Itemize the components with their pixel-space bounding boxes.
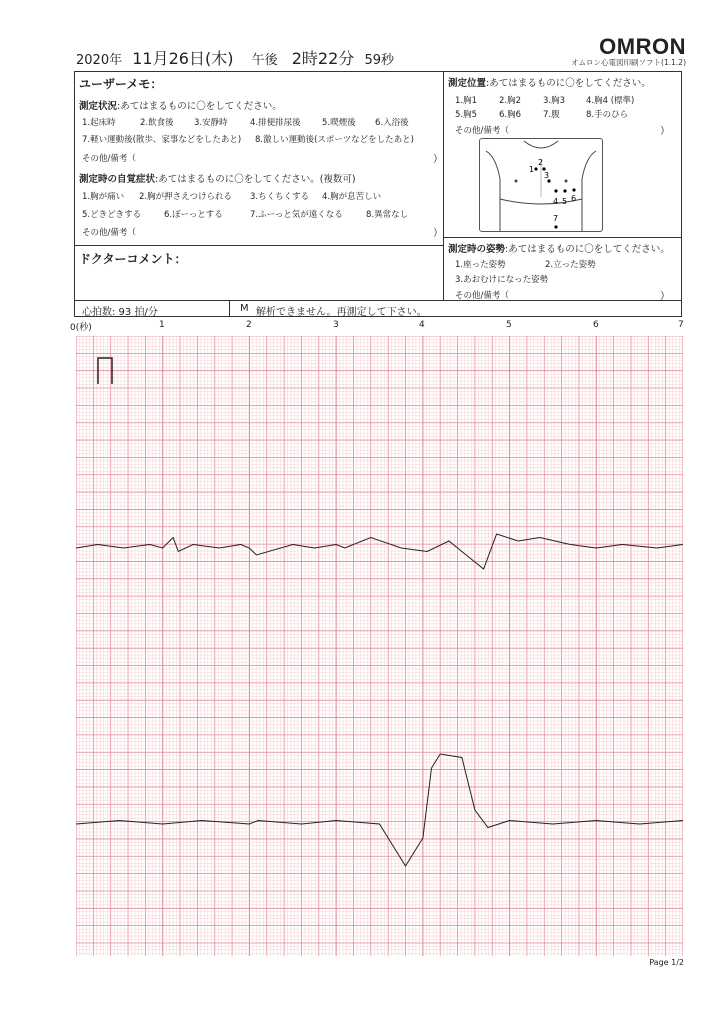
page-number: Page 1/2: [649, 958, 684, 967]
position-question-text: :あてはまるものに〇をしてください。: [486, 78, 651, 89]
status-option[interactable]: 4.排便排尿後: [250, 118, 301, 128]
ecg-chart: [76, 336, 683, 956]
position-question-label: 測定位置: [448, 78, 487, 89]
symptom-option[interactable]: 7.ふーっと気が遠くなる: [250, 210, 343, 220]
position-option[interactable]: 8.手のひら: [586, 110, 629, 120]
electrode-label-6: 6: [571, 194, 577, 203]
torso-diagram: [479, 138, 603, 232]
status-option[interactable]: 2.飲食後: [140, 118, 174, 128]
heart-rate: 心拍数: 93 拍/分: [82, 307, 158, 318]
software-name: オムロン心電図印刷ソフト(1.1.2): [571, 58, 686, 67]
time: 2時22分: [291, 49, 355, 68]
posture-question-label: 測定時の姿勢: [448, 244, 506, 255]
position-other-close: ）: [660, 126, 670, 137]
posture-question: [448, 241, 670, 255]
position-option[interactable]: 1.胸1: [455, 96, 478, 106]
symptom-option[interactable]: 5.どきどきする: [82, 210, 142, 220]
symptom-other-close: ）: [433, 228, 443, 239]
electrode-label-3: 3: [544, 171, 550, 180]
electrode-label-4: 4: [553, 197, 559, 206]
time-tick-label: 6: [593, 320, 599, 330]
result-bar-divider: [229, 301, 230, 317]
symptom-option[interactable]: 1.胸が痛い: [82, 192, 125, 202]
time-tick-label: 3: [333, 320, 339, 330]
position-question: [448, 75, 651, 89]
time-tick-label: 7: [678, 320, 684, 330]
posture-option[interactable]: 2.立った姿勢: [545, 260, 596, 270]
memo-divider-right: [443, 237, 682, 238]
doctor-comment-title: ドクターコメント：: [79, 252, 187, 266]
position-option[interactable]: 7.腹: [543, 110, 560, 120]
ampm: 午後: [251, 53, 278, 68]
posture-option[interactable]: 3.あおむけになった姿勢: [455, 275, 549, 285]
time-tick-label: 2: [246, 320, 252, 330]
symptom-option[interactable]: 4.胸が息苦しい: [322, 192, 382, 202]
symptom-question: [79, 171, 356, 185]
time-tick-label: 4: [419, 320, 425, 330]
electrode-label-7: 7: [553, 214, 559, 223]
symptom-option[interactable]: 2.胸が押さえつけられる: [139, 192, 232, 202]
year: 2020年: [76, 53, 123, 68]
time-tick-label: 5: [506, 320, 512, 330]
omron-logo: OMRON: [599, 34, 686, 59]
electrode-label-5: 5: [562, 197, 568, 206]
symptom-question-text: :あてはまるものに〇をしてください。(複数可): [155, 174, 356, 185]
status-other-label: その他/備考（: [82, 154, 136, 164]
status-option[interactable]: 3.安静時: [194, 118, 228, 128]
status-question-text: :あてはまるものに〇をしてください。: [117, 101, 282, 112]
ecg-grid: [76, 336, 683, 956]
electrode-label-2: 2: [538, 158, 544, 167]
posture-other-label: その他/備考（: [455, 291, 509, 301]
symptom-option[interactable]: 3.ちくちくする: [250, 192, 310, 202]
status-option[interactable]: 1.起床時: [82, 118, 116, 128]
time-tick-label: 0(秒): [70, 323, 92, 333]
status-question-label: 測定状況: [79, 101, 118, 112]
time-tick-label: 1: [159, 320, 165, 330]
position-option[interactable]: 5.胸5: [455, 110, 478, 120]
posture-other-close: ）: [660, 291, 670, 302]
torso-outline: [480, 139, 602, 231]
posture-question-text: :あてはまるものに〇をしてください。: [505, 244, 670, 255]
status-option[interactable]: 5.喫煙後: [322, 118, 356, 128]
status-option[interactable]: 8.激しい運動後(スポーツなどをしたあと): [255, 135, 414, 145]
position-other-label: その他/備考（: [455, 126, 509, 136]
memo-divider-left: [74, 245, 443, 246]
symptom-question-label: 測定時の自覚症状: [79, 174, 156, 185]
posture-option[interactable]: 1.座った姿勢: [455, 260, 506, 270]
symptom-option[interactable]: 8.異常なし: [366, 210, 409, 220]
status-other-close: ）: [433, 154, 443, 165]
symptom-option[interactable]: 6.ぼーっとする: [164, 210, 223, 220]
position-option[interactable]: 4.胸4 (標準): [586, 96, 635, 106]
date: 11月26日(木): [132, 49, 234, 68]
position-option[interactable]: 3.胸3: [543, 96, 566, 106]
ecg-trace-1: [76, 534, 683, 569]
status-question: [79, 98, 282, 112]
seconds: 59秒: [364, 53, 394, 68]
status-option[interactable]: 7.軽い運動後(散歩、家事などをしたあと): [82, 135, 242, 145]
position-option[interactable]: 2.胸2: [499, 96, 522, 106]
result-code: M: [240, 303, 249, 314]
result-message: 解析できません。再測定して下さい。: [256, 307, 427, 318]
symptom-other-label: その他/備考（: [82, 228, 136, 238]
position-option[interactable]: 6.胸6: [499, 110, 522, 120]
measurement-datetime: [76, 46, 394, 69]
memo-divider-vertical: [443, 71, 444, 301]
status-option[interactable]: 6.入浴後: [375, 118, 409, 128]
user-memo-title: ユーザーメモ：: [79, 77, 163, 91]
electrode-label-1: 1: [529, 165, 535, 174]
